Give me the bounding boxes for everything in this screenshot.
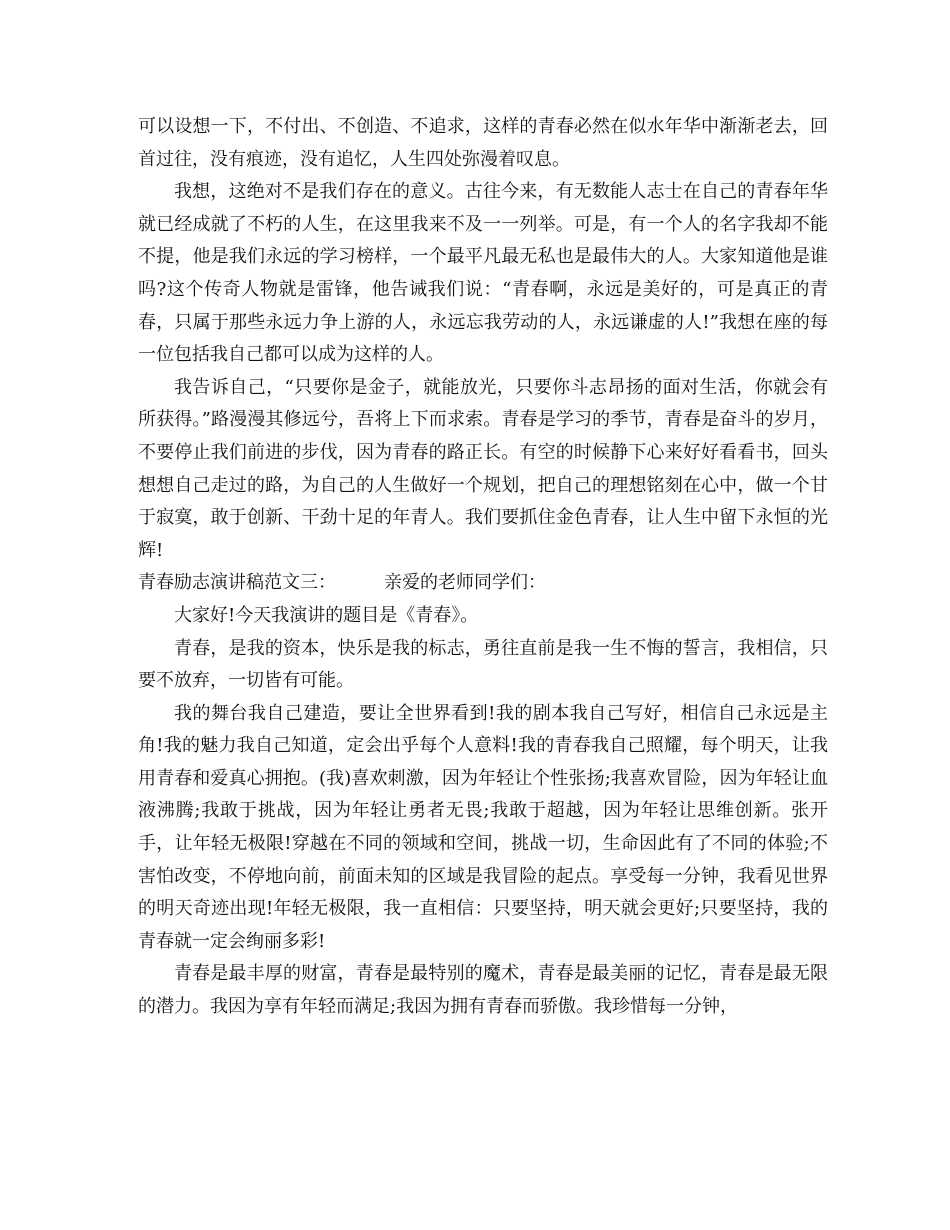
section-heading-line — [138, 567, 828, 600]
paragraph: 可以设想一下，不付出、不创造、不追求，这样的青春必然在似水年华中渐渐老去，回首过往，没有痕迹，没有追忆，人生四处弥漫着叹息。 — [138, 116, 828, 170]
salutation: 亲爱的老师同学们： — [384, 572, 546, 594]
paragraph: 青春，是我的资本，快乐是我的标志，勇往直前是我一生不悔的誓言，我相信，只要不放弃，一切皆有可能。 — [138, 637, 828, 692]
document-body — [138, 111, 828, 1024]
paragraph: 我的舞台我自己建造，要让全世界看到!我的剧本我自己写好，相信自己永远是主角!我的魅力我自己知道，定会出乎每个人意料!我的青春我自己照耀，每个明天，让我用青春和爱真心拥抱。(我)喜欢刺激，因为年轻让个性张扬;我喜欢冒险，因为年轻让血液沸腾;我敢于挑战，因为年轻让勇者无畏;我敢于超越，因为年轻让思维创新。张开手，让年轻无极限!穿越在不同的领域和空间，挑战一切，生命因此有了不同的体验;不害怕改变，不停地向前，前面未知的区域是我冒险的起点。享受每一分钟，我看见世界的明天奇迹出现!年轻无极限，我一直相信：只要坚持，明天就会更好;只要坚持，我的青春就一定会绚丽多彩! — [138, 702, 828, 952]
paragraph: 我告诉自己，“只要你是金子，就能放光，只要你斗志昂扬的面对生活，你就会有所获得。”路漫漫其修远兮，吾将上下而求索。青春是学习的季节，青春是奋斗的岁月，不要停止我们前进的步伐，因为青春的路正长。有空的时候静下心来好好看看书，回头想想自己走过的路，为自己的人生做好一个规划，把自己的理想铭刻在心中，做一个甘于寂寞，敢于创新、干劲十足的年青人。我们要抓住金色青春，让人生中留下永恒的光辉! — [138, 376, 828, 561]
paragraph: 我想，这绝对不是我们存在的意义。古往今来，有无数能人志士在自己的青春年华就已经成就了不朽的人生，在这里我来不及一一列举。可是，有一个人的名字我却不能不提，他是我们永远的学习榜样，一个最平凡最无私也是最伟大的人。大家知道他是谁吗?这个传奇人物就是雷锋，他告诫我们说：“青春啊，永远是美好的，可是真正的青春，只属于那些永远力争上游的人，永远忘我劳动的人，永远谦虚的人!”我想在座的每一位包括我自己都可以成为这样的人。 — [138, 181, 828, 366]
section-heading: 青春励志演讲稿范文三： — [138, 572, 336, 594]
paragraph: 青春是最丰厚的财富，青春是最特别的魔术，青春是最美丽的记忆，青春是最无限的潜力。我因为享有年轻而满足;我因为拥有青春而骄傲。我珍惜每一分钟， — [138, 963, 828, 1018]
paragraph: 大家好!今天我演讲的题目是《青春》。 — [174, 604, 479, 626]
